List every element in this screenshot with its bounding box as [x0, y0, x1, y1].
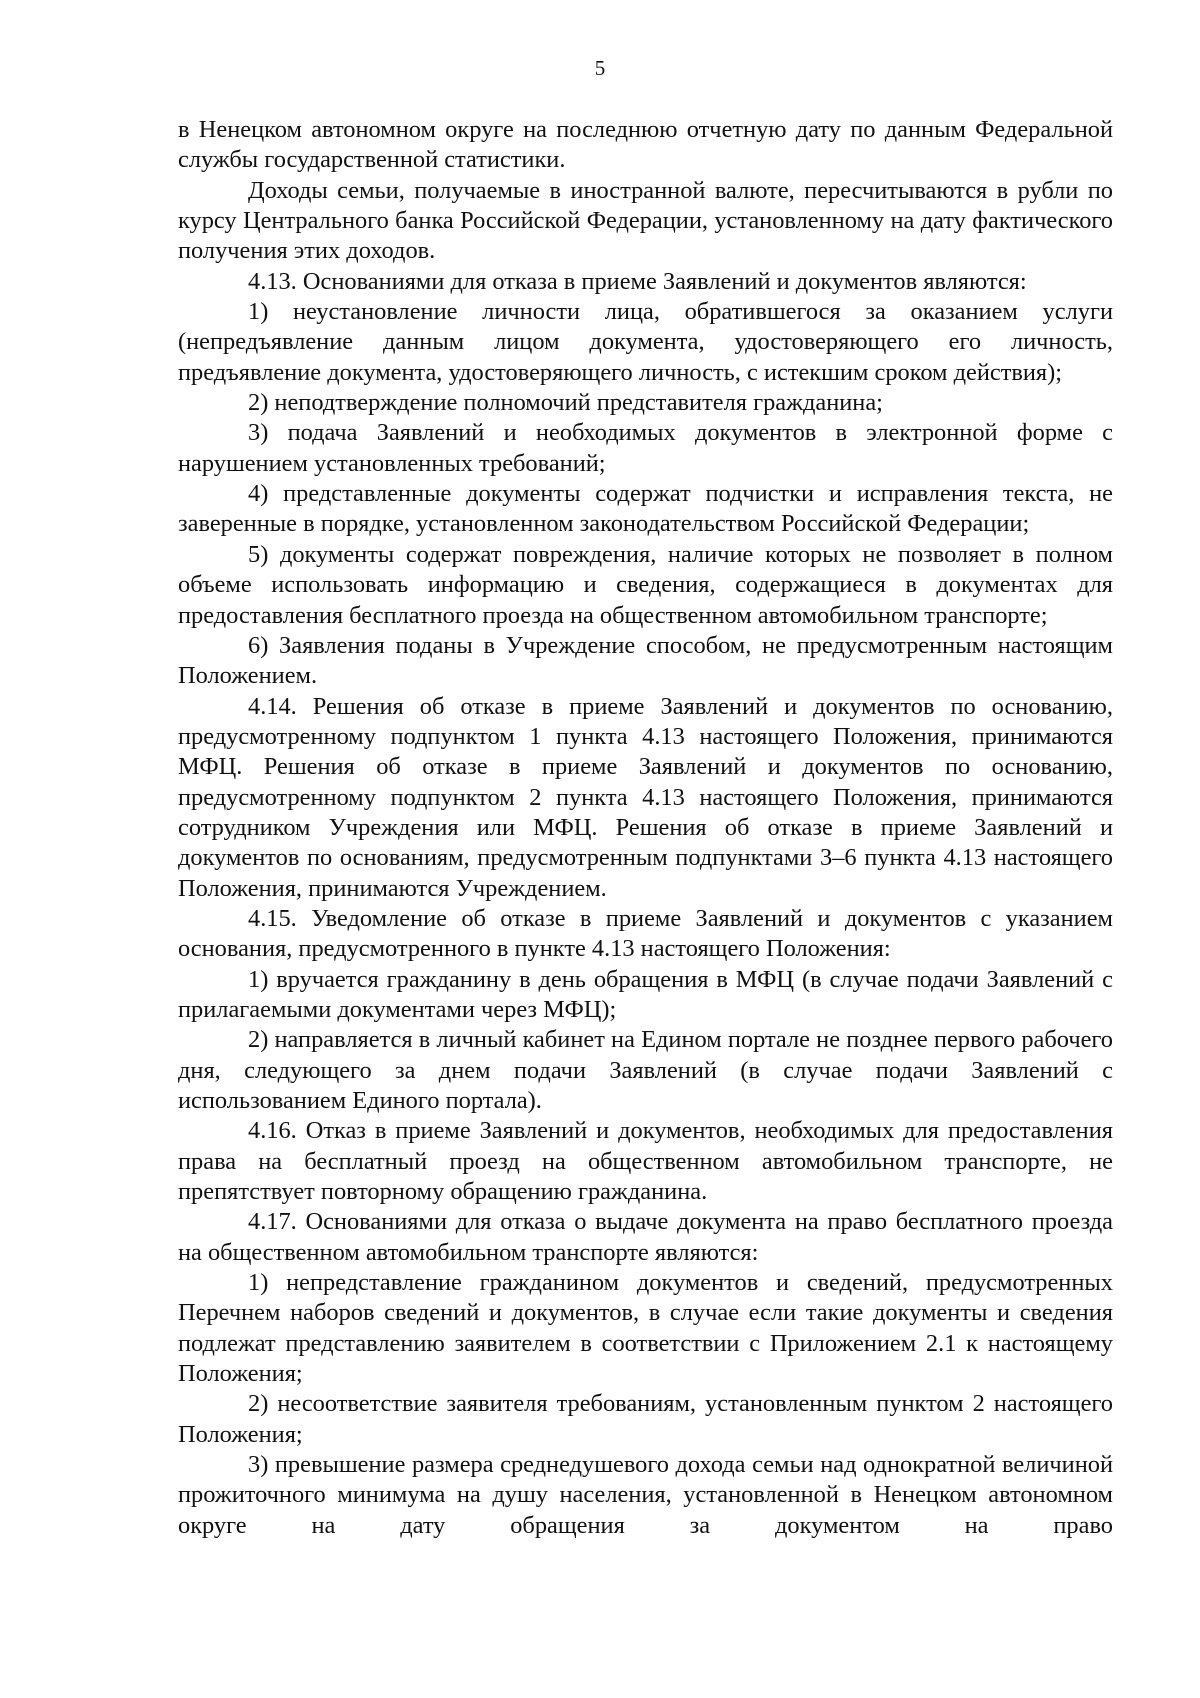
paragraph-4-13-item-2: 2) неподтверждение полномочий представителя гражданина;: [248, 389, 883, 417]
paragraph-4-13-item-1: 1) неустановление личности лица, обратившегося за оказанием услуги (непредъявление данным лицом документа, удостоверяющего его личность, предъявление документа, удостоверяющего личность, с истекшим сроком действия);: [178, 298, 1113, 386]
paragraph-4-15-item-1: 1) вручается гражданину в день обращения в МФЦ (в случае подачи Заявлений с прилагаемыми документами через МФЦ);: [178, 965, 1113, 1023]
page-number: 5: [594, 56, 606, 80]
paragraph-4-17-item-3: 3) превышение размера среднедушевого дохода семьи над однократной величиной прожиточного минимума на душу населения, установленной в Ненецком автономном округе на дату обращения за документом на право: [178, 1451, 1113, 1539]
paragraph-4-17-item-2: 2) несоответствие заявителя требованиям, установленным пунктом 2 настоящего Положения;: [178, 1390, 1113, 1448]
paragraph-continuation: в Ненецком автономном округе на последнюю отчетную дату по данным Федеральной службы государственной статистики.: [178, 116, 1113, 174]
paragraph-foreign-currency-income: Доходы семьи, получаемые в иностранной валюте, пересчитываются в рубли по курсу Центрального банка Российской Федерации, установленному на дату фактического получения этих доходов.: [178, 176, 1113, 265]
paragraph-4-14: 4.14. Решения об отказе в приеме Заявлений и документов по основанию, предусмотренному подпунктом 1 пункта 4.13 настоящего Положения, принимаются МФЦ. Решения об отказе в приеме Заявлений и документов по основанию, предусмотренному подпунктом 2 пункта 4.13 настоящего Положения, принимаются сотрудником Учреждения или МФЦ. Решения об отказе в приеме Заявлений и документов по основаниям, предусмотренным подпунктами 3–6 пункта 4.13 настоящего Положения, принимаются Учреждением.: [178, 692, 1113, 902]
paragraph-4-15: 4.15. Уведомление об отказе в приеме Заявлений и документов с указанием основания, предусмотренного в пункте 4.13 настоящего Положения:: [178, 904, 1113, 963]
document-body: [178, 115, 1113, 1541]
paragraph-4-13-item-5: 5) документы содержат повреждения, наличие которых не позволяет в полном объеме использовать информацию и сведения, содержащиеся в документах для предоставления бесплатного проезда на общественном автомобильном транспорте;: [178, 540, 1113, 629]
paragraph-4-13-item-4: 4) представленные документы содержат подчистки и исправления текста, не заверенные в порядке, установленном законодательством Российской Федерации;: [178, 480, 1113, 538]
paragraph-4-16: 4.16. Отказ в приеме Заявлений и документов, необходимых для предоставления права на бесплатный проезд на общественном автомобильном транспорте, не препятствует повторному обращению гражданина.: [178, 1117, 1113, 1206]
paragraph-4-13: 4.13. Основаниями для отказа в приеме Заявлений и документов являются:: [248, 267, 1027, 295]
paragraph-4-17: 4.17. Основаниями для отказа о выдаче документа на право бесплатного проезда на общественном автомобильном транспорте являются:: [178, 1208, 1113, 1266]
paragraph-4-15-item-2: 2) направляется в личный кабинет на Едином портале не позднее первого рабочего дня, следующего за днем подачи Заявлений (в случае подачи Заявлений с использованием Единого портала).: [178, 1026, 1113, 1114]
paragraph-4-13-item-3: 3) подача Заявлений и необходимых документов в электронной форме с нарушением установленных требований;: [178, 419, 1113, 477]
paragraph-4-13-item-6: 6) Заявления поданы в Учреждение способом, не предусмотренным настоящим Положением.: [178, 631, 1113, 690]
paragraph-4-17-item-1: 1) непредставление гражданином документов и сведений, предусмотренных Перечнем наборов сведений и документов, в случае если такие документы и сведения подлежат представлению заявителем в соответствии с Приложением 2.1 к настоящему Положения;: [178, 1269, 1113, 1388]
